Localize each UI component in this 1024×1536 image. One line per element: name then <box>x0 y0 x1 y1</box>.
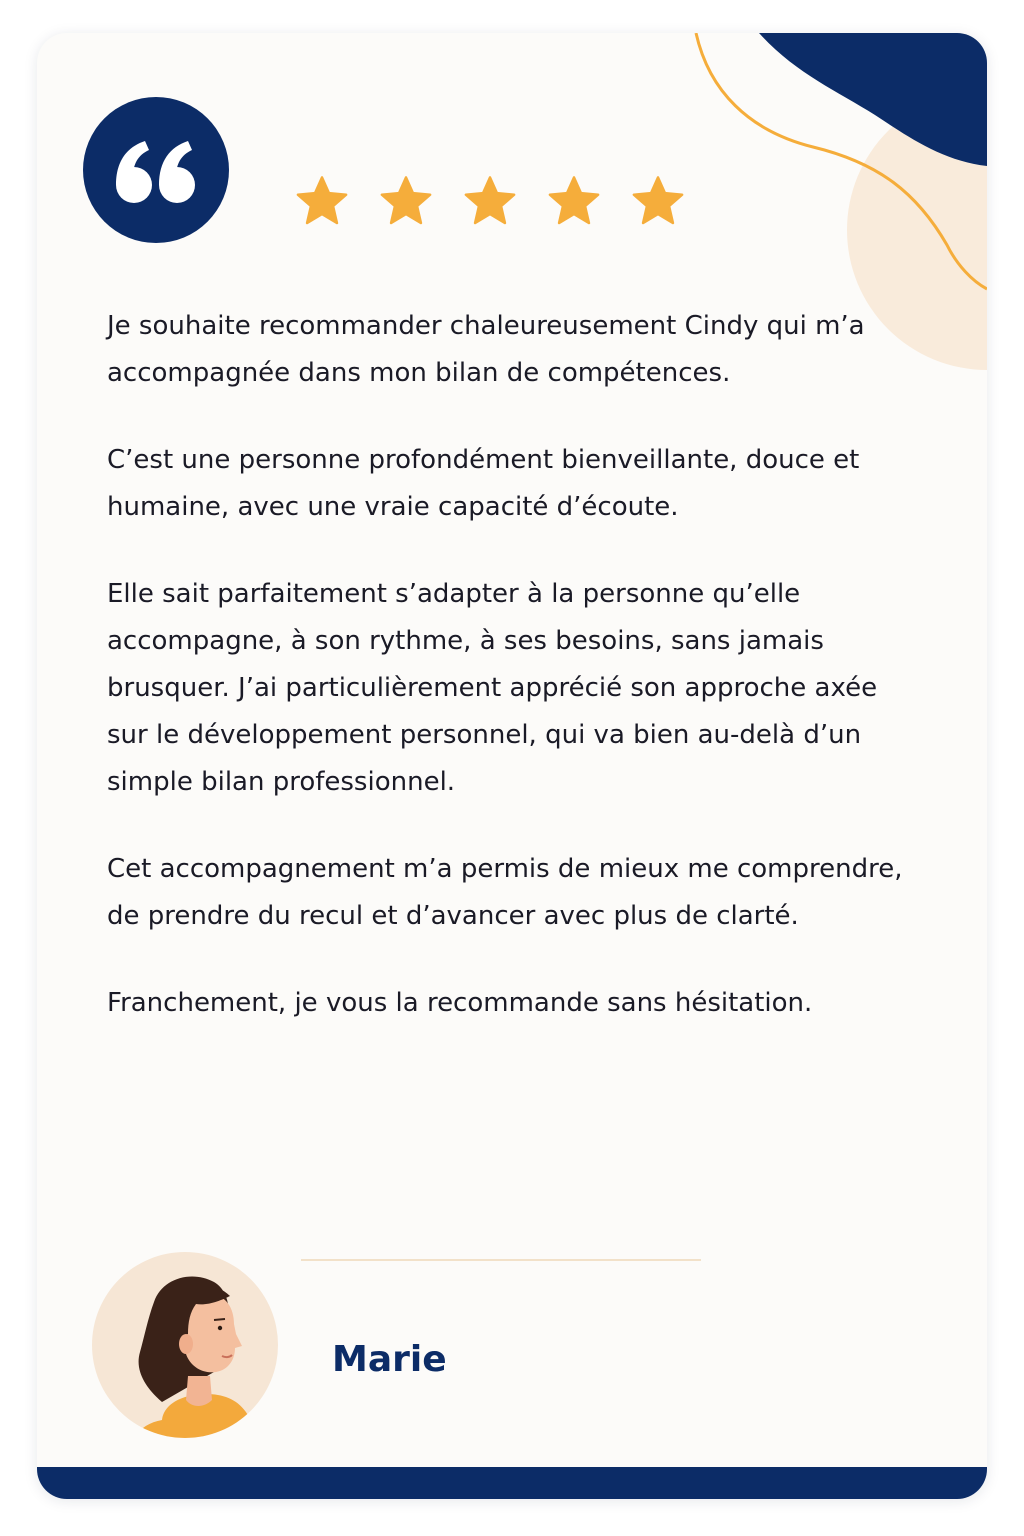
testimonial-text <box>107 303 917 1067</box>
star-icon <box>293 173 351 231</box>
testimonial-paragraph: Je souhaite recommander chaleureusement Cindy qui m’a accompagnée dans mon bilan de compétences. <box>107 311 865 388</box>
star-icon <box>629 173 687 231</box>
testimonial-paragraph: Cet accompagnement m’a permis de mieux me comprendre, de prendre du recul et d’avancer avec plus de clarté. <box>107 854 903 931</box>
testimonial-paragraph: C’est une personne profondément bienveillante, douce et humaine, avec une vraie capacité d’écoute. <box>107 445 860 522</box>
star-icon <box>545 173 603 231</box>
quote-badge <box>83 97 229 243</box>
divider <box>301 1259 701 1261</box>
bottom-bar <box>37 1467 987 1499</box>
woman-avatar-icon <box>92 1252 278 1438</box>
avatar <box>92 1252 278 1438</box>
quote-icon <box>83 97 229 243</box>
testimonial-paragraph: Franchement, je vous la recommande sans hésitation. <box>107 988 813 1018</box>
testimonial-card <box>37 33 987 1499</box>
star-icon <box>377 173 435 231</box>
star-icon <box>461 173 519 231</box>
rating-stars <box>293 173 687 231</box>
testimonial-paragraph: Elle sait parfaitement s’adapter à la personne qu’elle accompagne, à son rythme, à ses besoins, sans jamais brusquer. J’ai particulièrement apprécié son approche axée sur le développement personnel, qui va bien au-delà d’un simple bilan professionnel. <box>107 579 878 797</box>
author-name: Marie <box>332 1339 447 1380</box>
